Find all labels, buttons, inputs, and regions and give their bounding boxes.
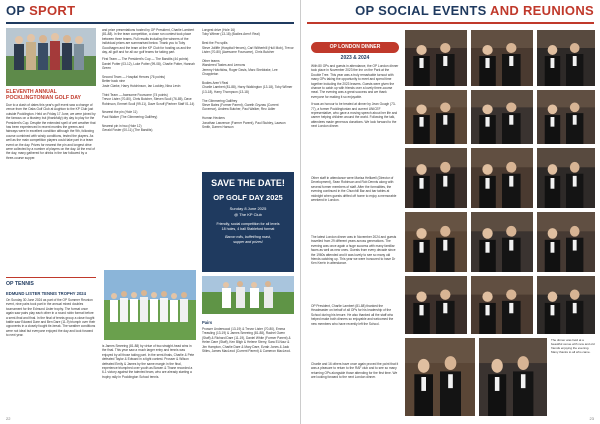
dinner-photo [471, 148, 533, 208]
dinner-photo [471, 276, 533, 334]
london-dinner-pill: OP LONDON DINNER [311, 42, 399, 53]
caption-text: The dinner was held at a beautiful venue with new and old friends enjoying the evening. Many thanks to all who came. [551, 338, 595, 354]
save-the-date-event: OP GOLF DAY 2025 [213, 193, 283, 202]
page-number-left: 22 [6, 416, 11, 421]
golf-group-photo [6, 28, 96, 86]
header-rule-right [307, 22, 594, 24]
golf-section-title: ELEVENTH ANNUAL POCKLINGTONIAN GOLF DAY [6, 89, 81, 101]
tennis-mid-paragraph: is James Smeeing (81-88) by virtue of two straight-head wins in the final. This year saw a much larger entry and tennis was enjoyed by all those taking part. In the semi-finals, Charlie & Pete defeated Taylor & Edward in a tight contest. Prosser & Wilson defeated Emily & James by the same margin in the final, experience triumphed over youth as Bowen & Thane recorded a 6-1 victory against the talented team, who are already starting a trophy rally in Pocklington School tennis. [102, 344, 195, 379]
dinner-photo [471, 212, 533, 272]
dinner-photo [471, 30, 533, 86]
tennis-section-title: OP TENNIS [6, 281, 34, 287]
dinner-photo [405, 276, 467, 334]
tennis-pairs-column [202, 318, 294, 414]
dinner-photo [537, 148, 595, 208]
golf-mid-paragraph: and prize presentations hosted by OP President, Charlie Lambert (81-88). In the team competition, a close run contest took place between three teams. Full results including the winners of the individual prizes are summarised below. Thank you to Toby Goodhagen and the team at the KP Club for hosting us and the day, all golf and for all our golf teams for taking part. [102, 28, 195, 55]
page-number-right: 23 [589, 416, 594, 421]
photo-caption [551, 338, 595, 388]
president-paragraph: OP President, Charlie Lambert (81-88) thanked the Headmaster on behalf of all OPs for his leadership of the School during his tenure. He also thanked all the staff who helped make both dinners so enjoyable and welcomed the new members who have recently left the School. [311, 304, 394, 326]
save-the-date-line1: Friendly, social competition for all levels [216, 222, 280, 226]
pairs-title: Pairs [202, 320, 213, 325]
dinner-photo [537, 90, 595, 144]
dinner-photo [537, 30, 595, 86]
save-the-date-line3: Bacon rolls, buffet/hog roast, [225, 235, 271, 239]
golf-article-text [6, 103, 96, 273]
dinner-photo [405, 90, 467, 144]
london-dinner-president [311, 304, 399, 359]
intro-paragraph: With 80 OPs and guests in attendance, the OP London dinner took place in November 2023 the Inn on the Park at the Double Tree. This year was a truly remarkable turnout with many OPs taking the opportunity to meet and spend time together including the 2023 leavers. Guests were given the chance to catch up with friends over a lovely three-course meal. The evening was a great success and we thank everyone for making it so enjoyable. [311, 64, 399, 99]
intro-paragraph-2: It was an honour to be treated at dinner by Jean Gough (73-77), a former Pocklingtonian and current UNICEF representative, who gave a moving speech about her life and career helping children around the world. Following the talk, attendees made generous donations. We look forward to the next London dinner. [311, 102, 398, 129]
save-the-date-title: SAVE THE DATE! [211, 178, 285, 188]
tennis-action-photo [202, 276, 294, 314]
save-the-date-line2: 18 holes, 4 ball Stableford format [221, 226, 275, 231]
tennis-mid-column [102, 344, 196, 416]
golf-results-right-column [202, 28, 294, 168]
section-divider [6, 277, 96, 278]
save-the-date-line4: supper and prizes! [233, 239, 263, 244]
tennis-subtitle: EDMUND LISTER TENNIS TROPHY 2024 [6, 291, 86, 296]
dinner-2024-paragraph: The latest London dinner was in November 2024 and guests travelled from 29 different years across generations. The evening was once again a huge success with many familiar faces as well as new ones. Guests from every decade since the 1960s attended and it was lovely to see so many old friends catching up. This year we were honoured to have Dr Ken Kerrin in attendance. [311, 235, 397, 266]
golf-results-column [102, 28, 196, 268]
save-the-date-date: Sunday 8 June 2025 [229, 206, 267, 211]
dinner-photo [537, 212, 595, 272]
tennis-group-photo [104, 270, 196, 340]
page-title: OP SPORT [6, 3, 76, 18]
dinner-photo [479, 338, 547, 416]
london-dinner-2024 [311, 235, 399, 300]
dinner-photo [537, 276, 595, 334]
save-the-date-box [202, 172, 294, 272]
london-dinner-years: 2023 & 2024 [340, 55, 370, 61]
dinner-photo [405, 338, 475, 416]
tennis-article-text [6, 289, 96, 414]
page-op-social [300, 0, 600, 424]
dinner-photo [405, 30, 467, 86]
save-the-date-venue: @ The KP Club [234, 212, 262, 217]
golf-results-list: First Team — The President's Cup — The Bandits (44 points) Daniel Potter (03-12), Luke Potter (99-08), Charlie Potter, Hannah Green Second Team — Hospital Heroes (76 points) Better back nine Josie Clarke, Harry Hutchinson, Ian Lockley, Nina Levin Third Team — Awesome Foursome (74 points) Trevor Lister (70-80), Chris Butcher, Steven Scull (76-85), Dave Robinson, Emmet Scull (99-11), Dave Scruff (Partner Staff 01-14) Nearest the pin (Hole 11) Paul Walker (The Glimmering Gallifrey) Nearest pin in two (Hole 12) Gerald Foster (00-11) (The Bandits) [102, 57, 195, 132]
dinner-photo [405, 148, 467, 208]
golf-paragraph: Due to a clash of dates this year's golf event saw a change of venue from the Oaks Golf Club at Aughton to the KP Club just outside Pocklington. Held on Friday 17 June, we were joined by the famous on a blustery but (thankfully) dry day to play for the President's Cup. Despite the extended spell of wet weather that has been experienced in recent months the greens and fairways were in excellent condition although the 9th, following course combined with windy conditions, tested the players. As well as the main competition players could take part in a team event on the day. Prizes for nearest the pin and longest drive were collected by a number of players on the day. At the end of the day, many gathered for drinks in the bar followed by a three-course supper. [6, 103, 96, 160]
closing-paragraph: Charlie and 16 others have once again proved the point that it was a pleasure to return to the RAF club and to see so many returning OPs alongside those attending for the first time. We are looking forward to the next London dinner. [311, 362, 399, 380]
dinner-photo [471, 90, 533, 144]
golf-results-right-list: Longest drive (Hole 16) Toby Wilmer (13-18) (Bodies Aren't Real) Best the Pro spills Steve Jolliffe (Hospital Heroes), Carl Witherhill (Hull Mob), Trevor Lister (70-80) (Awesome Foursome), Chris Butcher Other teams Wandered Tastes and Lemons Jeremy Hotchkiss, Roger Davis, Marc Sheldrake, Lee Chappleton Bodies Aren't Real Charlie Lambert (81-88), Harry Walkington (13-18), Toby Wilmer (13-18), Harry Thompson (13-18) The Glimmering Gallifrey Steve Bates (Former Parent), Gareth Gryzaw (Current Governor), Andrew Butcher, Paul Walker, Rev. Adler Human Heckers Jonathan Lawrence (Former Parent), Paul Stubley, Lawson Smith, Darren Hanson [202, 28, 294, 129]
london-dinner-closing [311, 362, 399, 416]
staff-paragraph: Other staff in attendance were Marisa Helliwell (Director of Development), Sean Robinson and Rob Dennis along with several former members of staff. After the formalities, the evening continued in the Churchill Bar and bar tables at midnight when guests drifted off home to enjoy a memorable weekend in London. [311, 176, 397, 203]
pairs-paragraph: Prosser Underwood (13-19) & Trevor Lister (70-80), Emma Treasling (13-19) & James Smeeing (81-88), Rachel Owen (Staff) & Richard Dare (11-19), Daniel White (Former Parent) & Helen Dare (Staff), Ken Bligh & Helene Sterry, Sara El-Nour & Jim Hampton, Charlie Dare & Mary Dare, Ezrah Jones & Jack Stiles, James MacLeod (Current Parent) & Cameron MacLeod. [202, 327, 291, 354]
london-dinner-intro [311, 64, 399, 172]
dinner-photo [405, 212, 467, 272]
london-dinner-staff [311, 176, 399, 231]
page-title-right: OP SOCIAL EVENTS AND REUNIONS [355, 3, 594, 18]
header-rule [6, 22, 294, 24]
tennis-paragraph: On Sunday 30 June 2024 as part of the OP Summer Reunion event, nine pairs took part in the annual mixed doubles tournament for the Edmund Lister trophy. The format once again saw pairs play each other in a round robin format before a semi-final and final. In the final of tennis group a close fought battle saw Edward Dare and Ben Dare (11-9) triumph over their opponents in a closely fought tie-break. The weather conditions were not ideal but everyone enjoyed the day and look forward to next year. [6, 298, 96, 338]
